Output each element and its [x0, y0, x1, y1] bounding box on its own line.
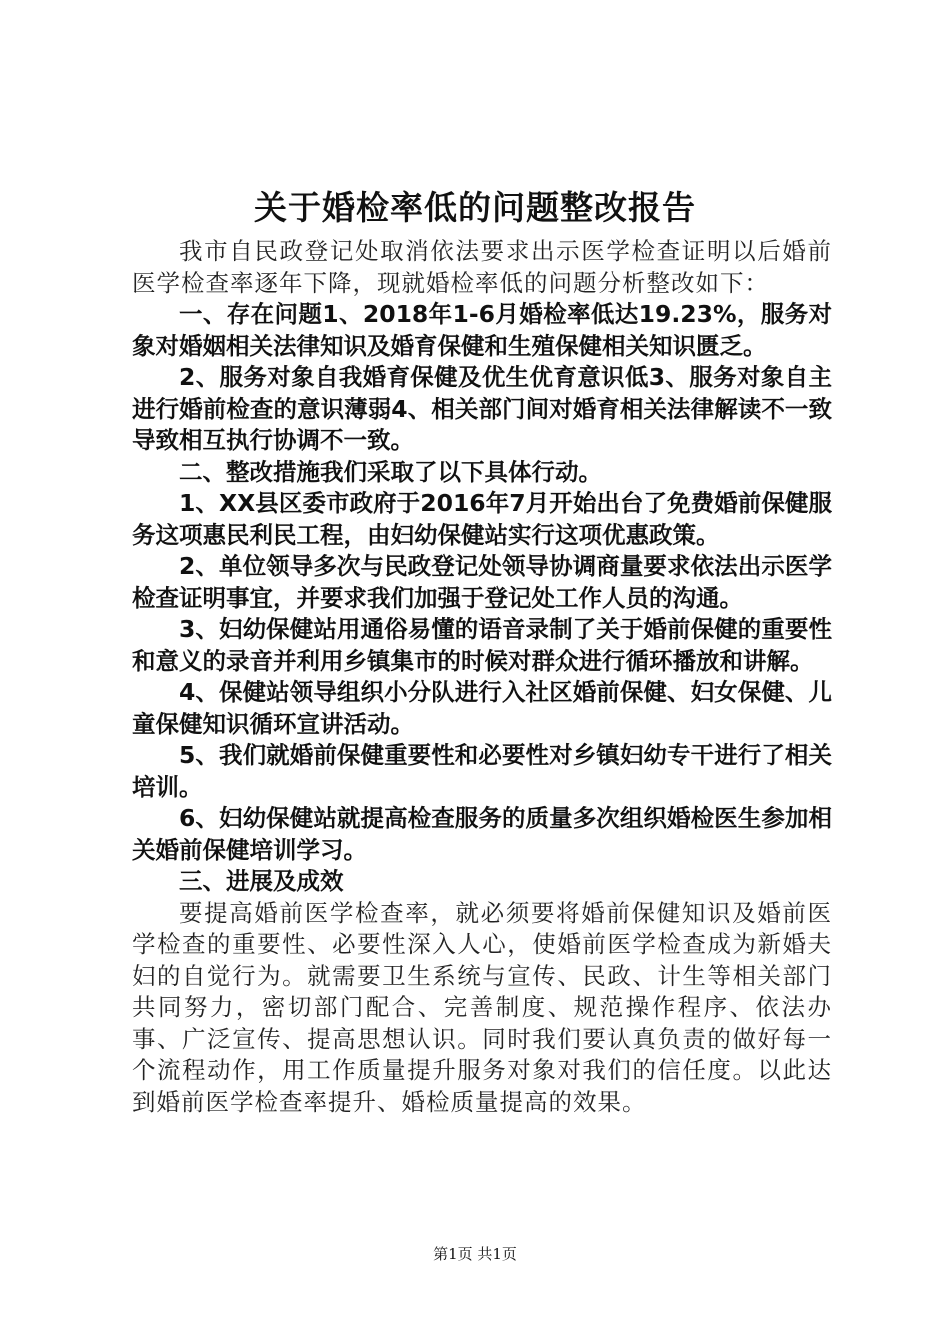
conclusion-paragraph: 要提高婚前医学检查率，就必须要将婚前保健知识及婚前医学检查的重要性、必要性深入人心，使婚前医学检查成为新婚夫妇的自觉行为。就需要卫生系统与宣传、民政、计生等相关部门共同努力，密切部门配合、完善制度、规范操作程序、依法办事、广泛宣传、提高思想认识。同时我们要认真负责的做好每一个流程动作，用工作质量提升服务对象对我们的信任度。以此达到婚前医学检查率提升、婚检质量提高的效果。: [132, 898, 832, 1116]
measure-item-3: 3、妇幼保健站用通俗易懂的语音录制了关于婚前保健的重要性和意义的录音并利用乡镇集市的时候对群众进行循环播放和讲解。: [132, 615, 832, 675]
problems-paragraph: 一、存在问题1、2018年1-6月婚检率低达19.23%，服务对象对婚姻相关法律知识及婚育保健和生殖保健相关知识匮乏。: [132, 300, 832, 360]
intro-paragraph: 我市自民政登记处取消依法要求出示医学检查证明以后婚前医学检查率逐年下降，现就婚检率低的问题分析整改如下：: [132, 237, 832, 297]
measure-item-5: 5、我们就婚前保健重要性和必要性对乡镇妇幼专干进行了相关培训。: [132, 741, 832, 801]
document-title: 关于婚检率低的问题整改报告: [254, 188, 696, 227]
measure-item-2: 2、单位领导多次与民政登记处领导协调商量要求依法出示医学检查证明事宜，并要求我们加强于登记处工作人员的沟通。: [132, 552, 832, 612]
problems-detail-paragraph: 2、服务对象自我婚育保健及优生优育意识低3、服务对象自主进行婚前检查的意识薄弱4、相关部门间对婚育相关法律解读不一致导致相互执行协调不一致。: [132, 363, 832, 454]
measure-item-1: 1、XX县区委市政府于2016年7月开始出台了免费婚前保健服务这项惠民利民工程，由妇幼保健站实行这项优惠政策。: [132, 489, 832, 549]
document-body: [132, 236, 832, 1118]
measure-item-4: 4、保健站领导组织小分队进行入社区婚前保健、妇女保健、儿童保健知识循环宣讲活动。: [132, 678, 832, 738]
progress-heading: 三、进展及成效: [179, 867, 344, 895]
page-footer: 第1页 共1页: [433, 1245, 517, 1263]
measure-item-6: 6、妇幼保健站就提高检查服务的质量多次组织婚检医生参加相关婚前保健培训学习。: [132, 804, 832, 864]
measures-heading: 二、整改措施我们采取了以下具体行动。: [179, 457, 602, 486]
